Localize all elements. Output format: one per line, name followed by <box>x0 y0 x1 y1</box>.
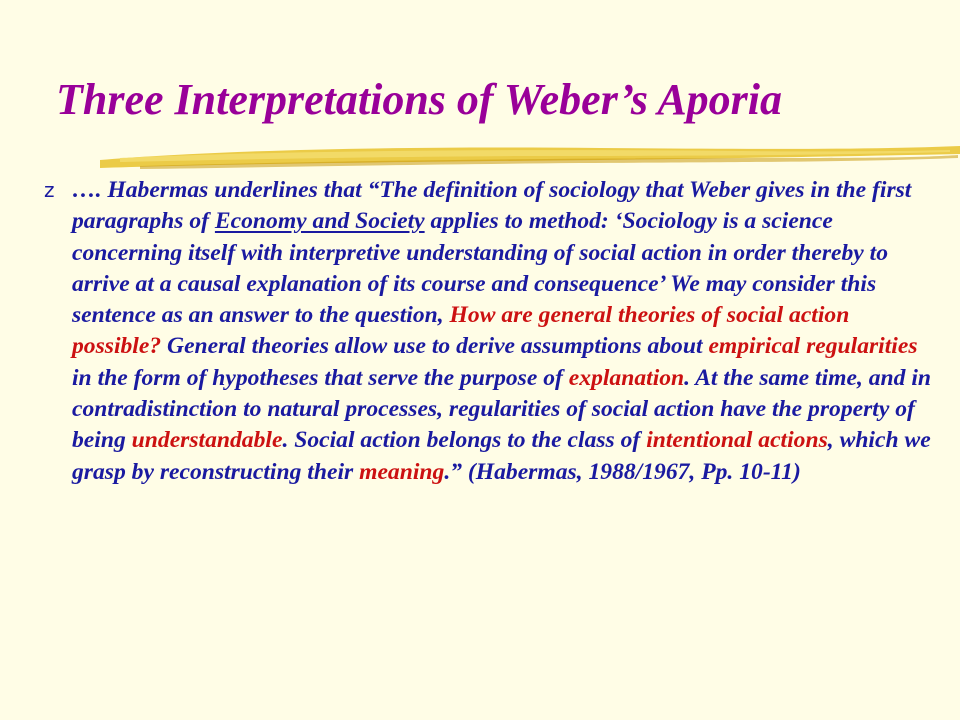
emphasis-empirical-regularities: empirical regularities <box>708 333 918 360</box>
body-text: . Social action belongs to the class of <box>282 427 647 454</box>
emphasis-understandable: understandable <box>131 427 283 454</box>
emphasis-question: How are general theories of social action possible? <box>72 302 850 360</box>
title-brush-underline <box>100 138 960 178</box>
body-text: in the form of hypotheses that serve the purpose of <box>72 364 569 391</box>
emphasis-intentional-actions: intentional actions <box>646 427 828 454</box>
body-paragraph <box>72 175 942 488</box>
body-text: General theories allow use to derive assumptions about <box>161 333 709 360</box>
book-title-economy-and-society: Economy and Society <box>214 208 425 235</box>
emphasis-explanation: explanation <box>568 364 685 391</box>
body-text: …. Habermas underlines that “The definition of sociology that Weber gives in the first paragraphs of <box>72 177 912 235</box>
body-text: , which we grasp by reconstructing their <box>72 427 931 485</box>
bullet-z-glyph: z <box>44 178 55 202</box>
body-text: .” (Habermas, 1988/1967, Pp. 10-11) <box>444 458 801 485</box>
slide-title: Three Interpretations of Weber’s Aporia <box>56 75 783 124</box>
emphasis-meaning: meaning <box>359 458 445 485</box>
body-text: . At the same time, and in contradistinction to natural processes, regularities of social action have the property of being <box>72 364 932 454</box>
body-text: applies to method: ‘Sociology is a science concerning itself with interpretive understanding of social action in order thereby to arrive at a causal explanation of its course and consequence’ We may consider this sentence as an answer to the question, <box>72 208 888 329</box>
